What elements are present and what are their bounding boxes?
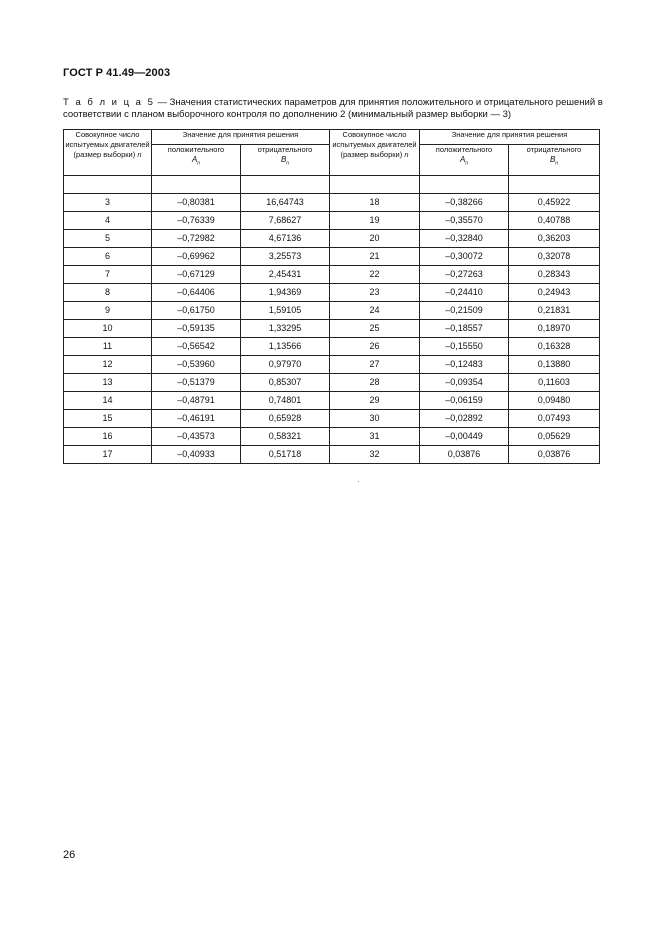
positive-value-cell: –0,43573	[152, 428, 241, 446]
table-caption	[63, 97, 603, 121]
negative-value-cell: 0,21831	[509, 302, 600, 320]
sample-size-cell: 18	[330, 194, 420, 212]
positive-value-cell: –0,59135	[152, 320, 241, 338]
sample-size-cell: 32	[330, 446, 420, 464]
table-row	[64, 338, 600, 356]
table-row	[64, 194, 600, 212]
sample-size-cell: 10	[64, 320, 152, 338]
sample-size-cell: 11	[64, 338, 152, 356]
positive-value-cell: –0,61750	[152, 302, 241, 320]
positive-value-cell: –0,67129	[152, 266, 241, 284]
table-row	[64, 266, 600, 284]
sample-size-cell: 8	[64, 284, 152, 302]
negative-value-cell: 0,09480	[509, 392, 600, 410]
negative-value-cell: 0,16328	[509, 338, 600, 356]
negative-value-cell: 1,94369	[241, 284, 330, 302]
negative-value-cell: 7,68627	[241, 212, 330, 230]
positive-value-cell: –0,06159	[420, 392, 509, 410]
negative-value-cell: 0,05629	[509, 428, 600, 446]
positive-value-cell: –0,12483	[420, 356, 509, 374]
positive-value-cell: –0,27263	[420, 266, 509, 284]
positive-value-cell: –0,51379	[152, 374, 241, 392]
positive-value-cell: –0,35570	[420, 212, 509, 230]
sample-size-cell: 27	[330, 356, 420, 374]
positive-value-cell: –0,48791	[152, 392, 241, 410]
sample-size-cell: 30	[330, 410, 420, 428]
positive-value-cell: –0,02892	[420, 410, 509, 428]
negative-value-cell: 0,40788	[509, 212, 600, 230]
sample-size-cell: 29	[330, 392, 420, 410]
negative-value-cell: 0,18970	[509, 320, 600, 338]
positive-value-cell: –0,09354	[420, 374, 509, 392]
table-row	[64, 248, 600, 266]
table-row	[64, 446, 600, 464]
positive-value-cell: –0,72982	[152, 230, 241, 248]
negative-value-cell: 0,45922	[509, 194, 600, 212]
sample-size-cell: 3	[64, 194, 152, 212]
sample-size-cell: 22	[330, 266, 420, 284]
document-code: ГОСТ Р 41.49—2003	[63, 67, 171, 79]
sample-size-cell: 23	[330, 284, 420, 302]
positive-value-cell: –0,32840	[420, 230, 509, 248]
table-row	[64, 230, 600, 248]
negative-value-cell: 0,58321	[241, 428, 330, 446]
positive-value-cell: –0,40933	[152, 446, 241, 464]
positive-value-cell: –0,38266	[420, 194, 509, 212]
table-body	[64, 194, 600, 464]
sample-size-cell: 20	[330, 230, 420, 248]
negative-value-cell: 0,24943	[509, 284, 600, 302]
positive-value-cell: –0,69962	[152, 248, 241, 266]
table-row	[64, 212, 600, 230]
sample-size-cell: 6	[64, 248, 152, 266]
negative-value-cell: 16,64743	[241, 194, 330, 212]
sample-size-cell: 13	[64, 374, 152, 392]
sample-size-cell: 7	[64, 266, 152, 284]
sample-size-cell: 15	[64, 410, 152, 428]
negative-value-cell: 1,13566	[241, 338, 330, 356]
sample-size-cell: 21	[330, 248, 420, 266]
header-sample-size-left: Совокупное число испытуемых двигателей (размер выборки) n	[64, 130, 152, 176]
header-negative-right: отрицательного $B_n$	[509, 145, 600, 176]
sample-size-cell: 14	[64, 392, 152, 410]
sample-size-cell: 26	[330, 338, 420, 356]
sample-size-cell: 4	[64, 212, 152, 230]
negative-value-cell: 0,28343	[509, 266, 600, 284]
positive-value-cell: –0,80381	[152, 194, 241, 212]
positive-value-cell: –0,53960	[152, 356, 241, 374]
negative-value-cell: 0,11603	[509, 374, 600, 392]
positive-value-cell: –0,15550	[420, 338, 509, 356]
header-decision-group-right: Значение для принятия решения	[420, 130, 600, 145]
positive-value-cell: –0,00449	[420, 428, 509, 446]
sample-size-cell: 17	[64, 446, 152, 464]
sample-size-cell: 12	[64, 356, 152, 374]
table-row	[64, 410, 600, 428]
negative-value-cell: 0,07493	[509, 410, 600, 428]
negative-value-cell: 0,51718	[241, 446, 330, 464]
negative-value-cell: 0,13880	[509, 356, 600, 374]
negative-value-cell: 0,36203	[509, 230, 600, 248]
header-decision-group-left: Значение для принятия решения	[152, 130, 330, 145]
table-row	[64, 320, 600, 338]
header-positive-left: положительного $A_n$	[152, 145, 241, 176]
table-row	[64, 428, 600, 446]
positive-value-cell: –0,24410	[420, 284, 509, 302]
header-sample-size-right: Совокупное число испытуемых двигателей (размер выборки) n	[330, 130, 420, 176]
table-row	[64, 392, 600, 410]
table-row	[64, 284, 600, 302]
positive-value-cell: –0,18557	[420, 320, 509, 338]
negative-value-cell: 2,45431	[241, 266, 330, 284]
table-row	[64, 302, 600, 320]
positive-value-cell: –0,46191	[152, 410, 241, 428]
table-container	[63, 129, 599, 464]
sample-size-cell: 16	[64, 428, 152, 446]
negative-value-cell: 0,65928	[241, 410, 330, 428]
sample-size-cell: 19	[330, 212, 420, 230]
positive-value-cell: –0,76339	[152, 212, 241, 230]
sample-size-cell: 28	[330, 374, 420, 392]
negative-value-cell: 0,32078	[509, 248, 600, 266]
positive-value-cell: –0,64406	[152, 284, 241, 302]
table-row	[64, 356, 600, 374]
table-caption-label: Т а б л и ц а 5	[63, 97, 155, 108]
negative-value-cell: 4,67136	[241, 230, 330, 248]
table-row	[64, 374, 600, 392]
negative-value-cell: 3,25573	[241, 248, 330, 266]
negative-value-cell: 1,59105	[241, 302, 330, 320]
sample-size-cell: 5	[64, 230, 152, 248]
negative-value-cell: 0,85307	[241, 374, 330, 392]
positive-value-cell: –0,56542	[152, 338, 241, 356]
header-gap-row	[64, 176, 600, 194]
negative-value-cell: 0,97970	[241, 356, 330, 374]
positive-value-cell: 0,03876	[420, 446, 509, 464]
sample-size-cell: 31	[330, 428, 420, 446]
negative-value-cell: 0,03876	[509, 446, 600, 464]
negative-value-cell: 0,74801	[241, 392, 330, 410]
positive-value-cell: –0,21509	[420, 302, 509, 320]
negative-value-cell: 1,33295	[241, 320, 330, 338]
page-number: 26	[63, 849, 76, 861]
scan-dot	[358, 481, 359, 482]
sample-size-cell: 24	[330, 302, 420, 320]
header-positive-right: положительного $A_n$	[420, 145, 509, 176]
sample-size-cell: 25	[330, 320, 420, 338]
table-caption-text: — Значения статистических параметров для принятия положительного и отрицательного решений в соответствии с планом выборочного контроля по дополнению 2 (минимальный размер выборки — 3)	[63, 97, 603, 120]
header-negative-left: отрицательного $B_n$	[241, 145, 330, 176]
sample-size-cell: 9	[64, 302, 152, 320]
statistics-table	[63, 129, 600, 464]
positive-value-cell: –0,30072	[420, 248, 509, 266]
